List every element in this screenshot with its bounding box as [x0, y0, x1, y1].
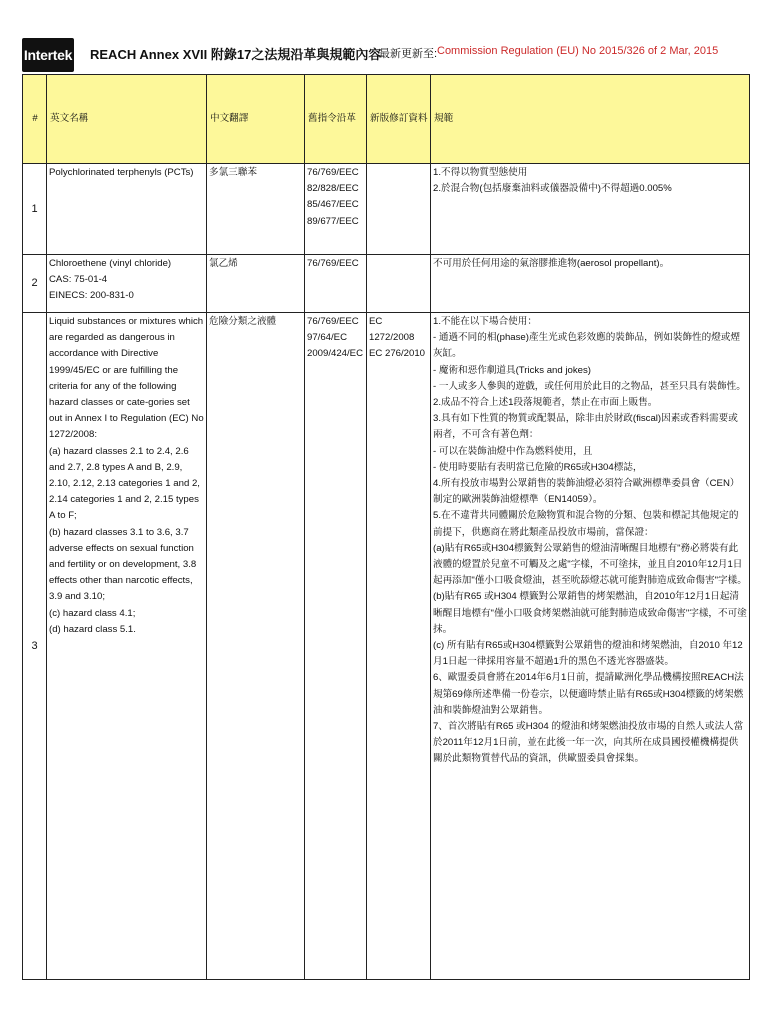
- rule-line: 1.不得以物質型態使用: [433, 167, 528, 178]
- table-body: [23, 164, 750, 980]
- directive-line: 97/64/EC: [307, 332, 348, 344]
- last-updated-label: 最新更新至:: [379, 48, 438, 60]
- old-directives-cell: [305, 164, 367, 255]
- rule-line: - 使用時要貼有表明當已危險的R65或H304標誌，: [433, 461, 643, 473]
- directive-line: 89/677/EEC: [307, 215, 359, 227]
- english-name-line: CAS: 75-01-4: [49, 274, 108, 286]
- row-number: 2: [23, 255, 47, 313]
- rules-cell: [431, 313, 750, 980]
- rule-line: 7、首次將貼有R65 或H304 的燈油和烤架燃油投放市場的自然人或法人當於2011年12月1日前，並在此後一年一次，向其所在成員國授權機構提供關於此類物質替代品的資訊，供歐盟委員會採集。: [433, 721, 744, 765]
- new-revisions-cell: [367, 255, 431, 313]
- rule-line: 3.具有如下性質的物質或配製品，除非由於財政(fiscal)因素或香料需要或兩者，不可含有著色劑：: [433, 413, 738, 441]
- rule-line: 5.在不違背共同體關於危險物質和混合物的分類、包裝和標記其他規定的前提下，供應商在將此類產品投放市場前，當保證：: [433, 510, 739, 538]
- reach-annex-table: [22, 74, 750, 980]
- revision-line: EC 276/2010: [369, 348, 426, 360]
- column-header-old-directives: 舊指令沿革: [305, 75, 367, 164]
- table-row: [23, 313, 750, 980]
- rule-line: - 通過不同的相(phase)產生光或色彩效應的裝飾品，例如裝飾性的燈或煙灰缸。: [433, 332, 741, 360]
- english-name-cell: [47, 313, 207, 980]
- rule-line: 6、歐盟委員會將在2014年6月1日前，提請歐洲化學品機構按照REACH法規第69條所述準備一份卷宗，以便適時禁止貼有R65或H304標籤的烤架燃油和裝飾燈油對公眾銷售。: [433, 672, 744, 716]
- row-number: 1: [23, 164, 47, 255]
- rule-line: - 可以在裝飾油燈中作為燃料使用，且: [433, 445, 593, 457]
- english-name-line: EINECS: 200-831-0: [49, 290, 134, 302]
- new-revisions-cell: [367, 313, 431, 980]
- last-updated-value: Commission Regulation (EU) No 2015/326 of 2 Mar, 2015: [437, 45, 719, 57]
- document-title: REACH Annex XVII 附錄17之法規沿革與規範內容: [90, 47, 382, 62]
- new-revisions-cell: [367, 164, 431, 255]
- table-row: [23, 255, 750, 313]
- old-directives-cell: [305, 313, 367, 980]
- column-header-chinese-name: 中文翻譯: [207, 75, 305, 164]
- english-name-line: (a) hazard classes 2.1 to 2.4, 2.6 and 2.7, 2.8 types A and B, 2.9, 2.10, 2.12, 2.13 categories 1 and 2, 2.14 categories 1 and 2, 2.15 types A to F;: [49, 445, 200, 522]
- english-name-line: (d) hazard class 5.1.: [49, 623, 136, 635]
- rule-line: - 魔術和惡作劇道具(Tricks and jokes): [433, 364, 591, 376]
- english-name-cell: [47, 255, 207, 313]
- rule-line: 2.於混合物(包括廢棄油料或儀器設備中)不得超過0.005%: [433, 183, 672, 195]
- rule-line: 不可用於任何用途的氣溶膠推進物(aerosol propellant)。: [433, 258, 670, 269]
- english-name-line: Liquid substances or mixtures which are regarded as dangerous in accordance with Directive 1999/45/EC or are fulfilling the criteria for any of the following hazard classes or cate-gories set out in Annex I to Regulation (EC) No 1272/2008:: [49, 316, 204, 441]
- rule-line: 4.所有投放市場對公眾銷售的裝飾油燈必須符合歐洲標準委員會（CEN）制定的歐洲裝飾油燈標準（EN14059）。: [433, 478, 740, 506]
- directive-line: 76/769/EEC: [307, 258, 359, 269]
- table-row: [23, 164, 750, 255]
- english-name-line: Chloroethene (vinyl chloride): [49, 258, 172, 269]
- rule-line: (a)貼有R65或H304標籤對公眾銷售的燈油清晰醒目地標有"務必將裝有此液體的燈置於兒童不可觸及之處"字樣，不可塗抹，並且自2010年12月1日起再添加"僅小口吸食燈油，甚至吮舔燈芯就可能對肺造成致命傷害"字樣。: [433, 542, 747, 587]
- english-name-cell: [47, 164, 207, 255]
- column-header-rules: 規範: [431, 75, 750, 164]
- revision-line: EC 1272/2008: [369, 316, 415, 344]
- old-directives-cell: [305, 255, 367, 313]
- directive-line: 76/769/EEC: [307, 316, 359, 327]
- chinese-name-cell: 多氯三聯苯: [207, 164, 305, 255]
- row-number: 3: [23, 313, 47, 980]
- english-name-line: Polychlorinated terphenyls (PCTs): [49, 167, 194, 178]
- rule-line: 1.不能在以下場合使用：: [433, 316, 537, 327]
- directive-line: 76/769/EEC: [307, 167, 359, 178]
- directive-line: 82/828/EEC: [307, 183, 359, 195]
- rule-line: (c) 所有貼有R65或H304標籤對公眾銷售的燈油和烤架燃油，自2010 年12月1日起一律採用容量不超過1升的黑色不透光容器盛裝。: [433, 640, 743, 668]
- english-name-line: (b) hazard classes 3.1 to 3.6, 3.7 adverse effects on sexual function and fertility or on development, 3.8 effects other than narcotic effects, 3.9 and 3.10;: [49, 526, 197, 603]
- rules-cell: [431, 255, 750, 313]
- table-header-row: [23, 75, 750, 164]
- document-header: [22, 38, 752, 72]
- rule-line: (b)貼有R65 或H304 標籤對公眾銷售的烤架燃油，自2010年12月1日起清晰醒目地標有"僅小口吸食烤架燃油就可能對肺造成致命傷害"字樣，不可塗抹。: [433, 591, 747, 635]
- rules-cell: [431, 164, 750, 255]
- column-header-english-name: 英文名稱: [47, 75, 207, 164]
- intertek-logo: Intertek: [22, 38, 74, 72]
- column-header-number: #: [23, 75, 47, 164]
- chinese-name-cell: 氯乙烯: [207, 255, 305, 313]
- chinese-name-cell: 危險分類之液體: [207, 313, 305, 980]
- directive-line: 85/467/EEC: [307, 199, 359, 211]
- directive-line: 2009/424/EC: [307, 348, 364, 360]
- english-name-line: (c) hazard class 4.1;: [49, 607, 136, 619]
- rule-line: - 一人或多人參與的遊戲，或任何用於此目的之物品，甚至只具有裝飾性。: [433, 380, 746, 392]
- rule-line: 2.成品不符合上述1段落規範者，禁止在市面上販售。: [433, 397, 658, 409]
- column-header-new-revisions: 新版修訂資料: [367, 75, 431, 164]
